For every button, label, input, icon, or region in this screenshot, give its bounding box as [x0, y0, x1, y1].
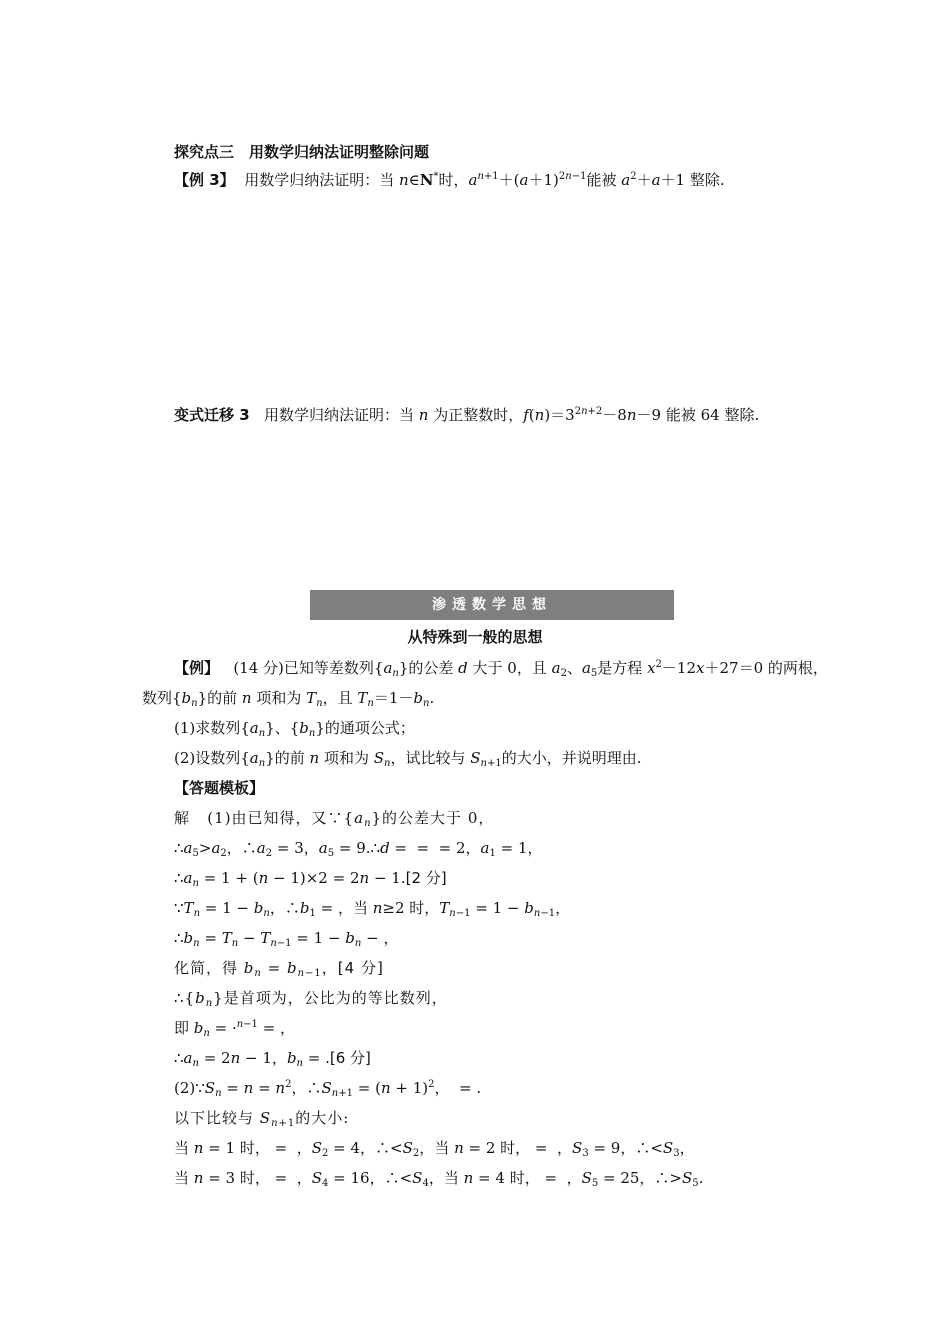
variant-3-text: 用数学归纳法证明：当 n 为正整数时，$f(n)=3^{2n+2}-8n-9$ 能被 64 整除. [254, 406, 760, 424]
solution-line-5: $\therefore b_n = T_n - T_{n-1} = 1 - b_n$ − ， [174, 929, 399, 949]
solution-line-8: 即 $b_n = \cdot^{n-1}$ = ， [174, 1019, 296, 1039]
solution-line-3: $\therefore a_n = 1 + (n - 1)\times 2 = 2n - 1.[2$ 分] [174, 869, 447, 889]
example-3-label: 【例 3】 [174, 171, 235, 189]
solution-line-13: 当 n = 3 时， = ，$S_4 = 16$，$\therefore<S_4$，当 n = 4 时， = ，$S_5 = 25$，$\therefore>S_5$. [174, 1169, 704, 1189]
example-3-text: 用数学归纳法证明：当 n∈N*时，$a^{n+1}+(a+1)^{2n-1}$能被 $a^2+a+1$ 整除. [239, 171, 725, 189]
example-line-1: 【例】 (14 分)已知等差数列$\{a_n\}$的公差 d 大于 0，且 $a_2$、$a_5$是方程 $x^2-12x+27=0$ 的两根， [174, 659, 828, 679]
section-banner: 渗透数学思想 [310, 590, 674, 620]
solution-line-10: $(2)\because S_n = n = n^2$，$\therefore S_{n+1} = (n + 1)^2$， = . [174, 1079, 482, 1099]
solution-line-7: $\therefore\{b_n\}$是首项为，公比为的等比数列， [174, 989, 448, 1009]
variant-3-label: 变式迁移 3 [174, 406, 250, 424]
section-heading: 探究点三 用数学归纳法证明整除问题 [174, 143, 430, 161]
answer-template-label: 【答题模板】 [174, 779, 265, 797]
solution-line-4: $\because T_n = 1 - b_n$，$\therefore b_1$ = ，当 n≥2 时，$T_{n-1} = 1 - b_{n-1}$， [174, 899, 571, 919]
example-question-2: (2)设数列$\{a_n\}$的前 n 项和为 $S_n$，试比较与 $S_{n+1}$的大小，并说明理由. [174, 749, 642, 769]
example-line-2: 数列$\{b_n\}$的前 n 项和为 $T_n$，且 $T_n=1-b_n$. [142, 689, 435, 709]
variant-3 [174, 405, 759, 425]
solution-line-9: $\therefore a_n = 2n - 1$，$b_n = .[6$ 分] [174, 1049, 371, 1069]
solution-line-6: 化简，得 $b_n = b_{n-1}$，[4 分] [174, 959, 384, 979]
example-label: 【例】 [174, 659, 220, 677]
solution-line-12: 当 n = 1 时， = ，$S_2 = 4$，$\therefore<S_2$，当 n = 2 时， = ，$S_3 = 9$，$\therefore<S_3$， [174, 1139, 695, 1159]
example-3 [174, 170, 725, 190]
subtitle: 从特殊到一般的思想 [407, 628, 543, 646]
solution-line-1: 解 (1)由已知得，又$\because\{a_n\}$的公差大于 0， [174, 809, 495, 829]
solution-line-11: 以下比较与 $S_{n+1}$的大小: [174, 1109, 350, 1129]
example-question-1: (1)求数列$\{a_n\}$、$\{b_n\}$的通项公式； [174, 719, 415, 739]
solution-line-2: $\therefore a_5>a_2$，$\therefore a_2 = 3$，$a_5$ = 9.∴d = = = 2，$a_1 = 1$， [174, 839, 543, 859]
